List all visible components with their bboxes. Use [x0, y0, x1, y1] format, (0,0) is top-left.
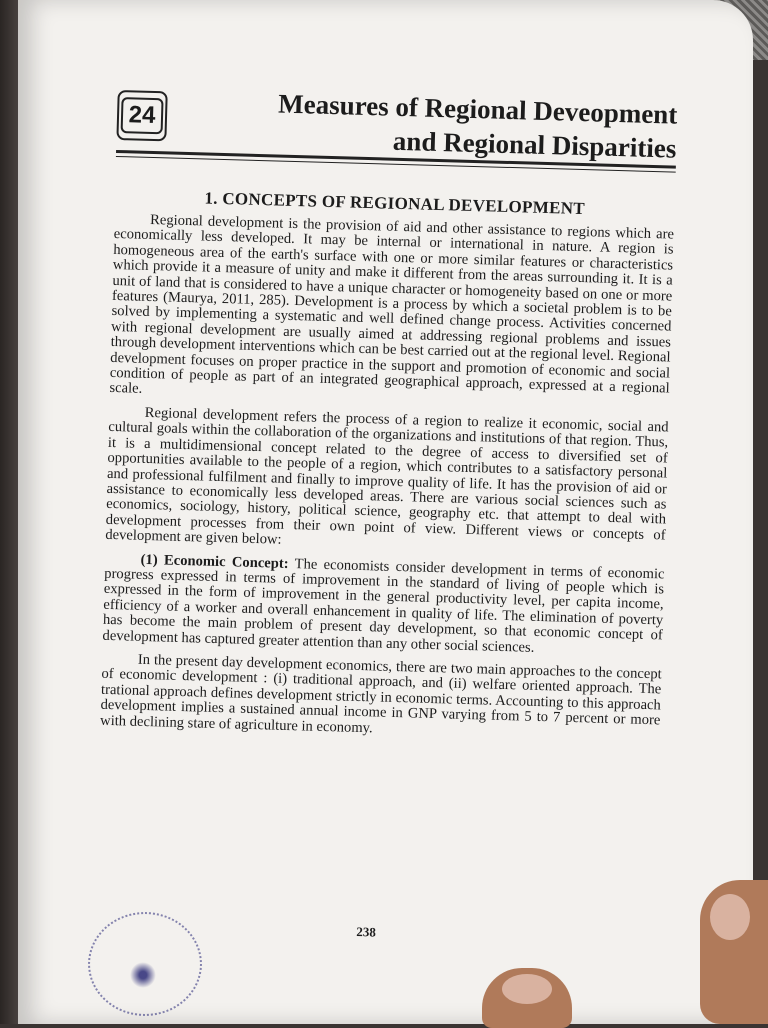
- chapter-title: [266, 86, 678, 165]
- chapter-number-box: [116, 90, 167, 141]
- chapter-title-line2: and Regional Disparities: [392, 125, 677, 164]
- paragraph-1: Regional development is the provision of aid and other assistance to regions which are economically less developed. It may be internal or international in nature. A region is homogeneous area of the earth's surface with one or more similar features or characteristics which provide it a measure of unity and make it different from the areas surrounding it. It is a unit of land that is considered to have a unique character or homogeneity based on one or more features (Maurya, 2011, 285). Development is a process by which a societal problem is to be solved by implementing a systematic and well defined change process. Activities concerned with regional development are usually aimed at addressing regional problems and issues through development interventions which can be best carried out at the regional level. Regional development focuses on proper practice in the support and promotion of economic and social condition of people as part of an integrated geographical approach, expressed at a regional scale.: [109, 211, 675, 398]
- chapter-title-line1: Measures of Regional Deveopment: [277, 88, 678, 130]
- finger-right: [700, 880, 768, 1024]
- page-number: 238: [356, 923, 377, 940]
- paragraph-3: [102, 551, 664, 659]
- paragraph-3-label: (1) Economic Concept:: [140, 551, 289, 572]
- paragraph-3-text: The economists consider development in terms of economic progress expressed in terms of improvement in the standard of living of people which is expressed in the form of improvement in the general productivity level, per capita income, efficiency of a worker and overall enhancement in quality of life. The elimination of poverty has become the main problem of present day development, so that economic concept of development has captured greater attention than any other social sciences.: [102, 555, 665, 656]
- finger-nail: [710, 894, 750, 940]
- section-heading: 1. CONCEPTS OF REGIONAL DEVELOPMENT: [204, 188, 586, 219]
- chapter-number: 24: [120, 97, 164, 134]
- ink-stamp: [88, 912, 202, 1016]
- body-text: [100, 212, 674, 752]
- paragraph-2: Regional development refers the process of a region to realize it economic, social and cultural goals within the collaboration of the organizations and institutions of that region. Thus, it is a multidimensional concept related to the degree of access to diversified set of opportunities available to the people of a region, which contributes to a satisfactory personal and professional fulfilment and finally to improve quality of life. It has the provision of aid or assistance to economically less developed areas. There are various social sciences such as economics, sociology, history, political science, geography etc. that attempt to deal with development processes from their own point of view. Different views or concepts of development are given below:: [105, 404, 669, 548]
- paragraph-4: In the present day development economics, there are two main approaches to the concept of economic development : (i) traditional approach, and (ii) welfare oriented approach. The trational approach defines development strictly in economic terms. Accounting to this approach development implies a sustained annual income in GNP varying from 5 to 7 percent or more with declining stare of agriculture in economy.: [99, 651, 662, 736]
- thumb-nail: [502, 974, 552, 1004]
